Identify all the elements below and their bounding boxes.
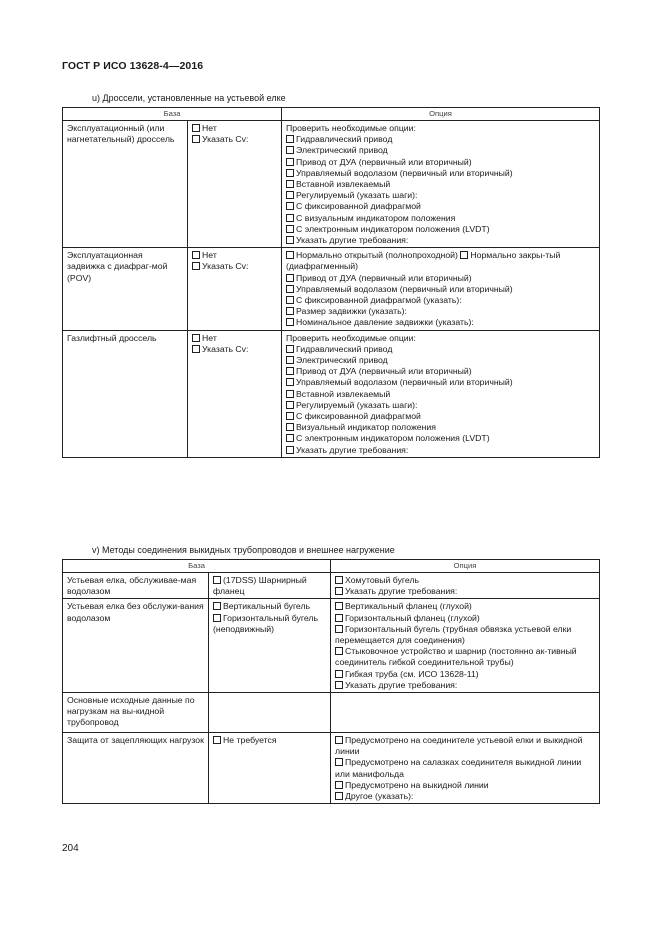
choice-item xyxy=(192,333,277,344)
checkbox[interactable] xyxy=(286,296,294,304)
page-number: 204 xyxy=(62,843,79,854)
column-header-base: База xyxy=(63,108,282,121)
choice-item xyxy=(192,261,277,272)
option-item xyxy=(335,575,595,586)
option-item xyxy=(286,317,595,328)
option-item xyxy=(286,273,595,284)
choke-table xyxy=(62,107,600,458)
option-label: Указать Cv: xyxy=(202,261,249,272)
checkbox[interactable] xyxy=(286,401,294,409)
option-label: Не требуется xyxy=(223,735,277,746)
option-label: Управляемый водолазом (первичный или вторичный) xyxy=(296,377,513,388)
option-item xyxy=(286,213,595,224)
option-item xyxy=(286,344,595,355)
option-label: Номинальное давление задвижки (указать): xyxy=(296,317,474,328)
option-label: Нет xyxy=(202,123,217,133)
option-cell xyxy=(331,573,600,599)
option-label: Указать Cv: xyxy=(202,343,249,354)
option-label: Предусмотрено на выкидной линии xyxy=(345,779,489,790)
option-item xyxy=(286,179,595,190)
option-item xyxy=(286,157,595,168)
table-row xyxy=(63,573,600,599)
checkbox[interactable] xyxy=(213,576,221,584)
table-row xyxy=(63,693,600,733)
option-item xyxy=(286,422,595,433)
option-item xyxy=(335,780,595,791)
table-row xyxy=(63,248,600,330)
base-cell: Защита от зацепляющих нагрузок xyxy=(63,733,209,804)
option-label: Размер задвижки (указать): xyxy=(296,306,407,317)
option-cell xyxy=(331,733,600,804)
mid-cell xyxy=(188,330,282,457)
option-item xyxy=(335,735,595,757)
option-label: Указать другие требования: xyxy=(296,235,409,246)
checkbox[interactable] xyxy=(335,647,343,655)
option-item xyxy=(286,235,595,246)
column-header-base: База xyxy=(63,560,331,573)
option-item xyxy=(286,134,595,145)
option-label: Гидравлический привод xyxy=(296,343,393,354)
checkbox[interactable] xyxy=(192,262,200,270)
option-item xyxy=(286,295,595,306)
checkbox[interactable] xyxy=(335,758,343,766)
option-label: Горизонтальный фланец (глухой) xyxy=(345,612,480,623)
option-label: Предусмотрено на салазках соединителя выкидной линии или манифольда xyxy=(335,757,582,779)
checkbox[interactable] xyxy=(335,681,343,689)
option-item xyxy=(286,366,595,377)
option-item xyxy=(335,757,595,779)
option-label: С электронным индикатором положения (LVDT) xyxy=(296,433,490,444)
checkbox[interactable] xyxy=(286,307,294,315)
column-header-option: Опция xyxy=(331,560,600,573)
option-item xyxy=(286,145,595,156)
option-label: Гидравлический привод xyxy=(296,134,393,145)
checkbox[interactable] xyxy=(286,378,294,386)
option-item xyxy=(286,433,595,444)
option-item xyxy=(286,389,595,400)
checkbox[interactable] xyxy=(335,670,343,678)
option-item xyxy=(286,123,595,134)
checkbox[interactable] xyxy=(286,318,294,326)
option-label: Вертикальный фланец (глухой) xyxy=(345,601,472,612)
option-label: Горизонтальный бугель (трубная обвязка устьевой елки перемещается для соединения) xyxy=(335,623,572,646)
option-item xyxy=(286,306,595,317)
option-label: Хомутовый бугель xyxy=(345,575,420,585)
checkbox[interactable] xyxy=(335,736,343,744)
option-item xyxy=(335,669,595,680)
checkbox[interactable] xyxy=(335,602,343,610)
option-item xyxy=(286,377,595,388)
option-label: Указать другие требования: xyxy=(345,679,458,690)
choice-item xyxy=(192,250,277,261)
option-item xyxy=(286,400,595,411)
document-header: ГОСТ Р ИСО 13628-4—2016 xyxy=(62,60,204,72)
base-cell: Устьевая елка без обслужи-вания водолазом xyxy=(63,599,209,693)
option-item xyxy=(335,601,595,612)
option-label: (17DSS) Шарнирный фланец xyxy=(213,575,307,597)
option-label: Вертикальный бугель xyxy=(223,601,311,612)
checkbox[interactable] xyxy=(192,124,200,132)
option-label: Регулируемый (указать шаги): xyxy=(296,190,418,201)
base-cell: Основные исходные данные по нагрузкам на вы-кидной трубопровод xyxy=(63,693,209,733)
option-label: Нормально закры-тый (диафрагменный) xyxy=(286,250,561,272)
checkbox[interactable] xyxy=(335,781,343,789)
checkbox[interactable] xyxy=(286,169,294,177)
option-cell xyxy=(282,330,600,457)
checkbox[interactable] xyxy=(286,446,294,454)
option-item xyxy=(286,168,595,179)
checkbox[interactable] xyxy=(286,274,294,282)
option-label: Электрический привод xyxy=(296,145,388,156)
option-label: Управляемый водолазом (первичный или вторичный) xyxy=(296,167,513,178)
checkbox[interactable] xyxy=(192,334,200,342)
option-label: Привод от ДУА (первичный или вторичный) xyxy=(296,272,472,283)
option-label: С фиксированной диафрагмой xyxy=(296,411,421,422)
checkbox[interactable] xyxy=(286,214,294,222)
choice-item xyxy=(192,344,277,355)
base-cell: Эксплуатационная задвижка с диафраг-мой (POV) xyxy=(63,248,188,330)
option-item xyxy=(286,284,595,295)
checkbox[interactable] xyxy=(335,625,343,633)
checkbox[interactable] xyxy=(335,792,343,800)
mid-cell xyxy=(188,248,282,330)
option-label: С электронным индикатором положения (LVDT) xyxy=(296,223,490,234)
checkbox[interactable] xyxy=(192,345,200,353)
option-label: Гибкая труба (см. ИСО 13628-11) xyxy=(345,668,479,679)
option-item xyxy=(286,445,595,456)
option-item xyxy=(286,190,595,201)
option-item xyxy=(335,791,595,802)
option-label: Визуальный индикатор положения xyxy=(296,422,436,433)
checkbox[interactable] xyxy=(286,412,294,420)
checkbox[interactable] xyxy=(286,367,294,375)
choice-item xyxy=(213,601,326,612)
option-label: Нет xyxy=(202,250,217,261)
checkbox[interactable] xyxy=(286,236,294,244)
option-item xyxy=(335,613,595,624)
option-label: Регулируемый (указать шаги): xyxy=(296,399,418,410)
choice-item xyxy=(213,575,326,597)
section-v-caption: v) Методы соединения выкидных трубопроводов и внешнее нагружение xyxy=(92,545,395,555)
checkbox[interactable] xyxy=(192,251,200,259)
option-label: Указать другие требования: xyxy=(296,444,409,455)
section-u-caption: u) Дроссели, установленные на устьевой елке xyxy=(92,93,286,103)
mid-cell xyxy=(209,693,331,733)
table-row xyxy=(63,599,600,693)
option-item xyxy=(335,646,595,668)
checkbox[interactable] xyxy=(286,135,294,143)
checkbox[interactable] xyxy=(286,285,294,293)
option-label: Привод от ДУА (первичный или вторичный) xyxy=(296,156,472,167)
option-item xyxy=(286,333,595,344)
checkbox[interactable] xyxy=(213,614,221,622)
option-item xyxy=(286,250,595,272)
option-label: Другое (указать): xyxy=(345,791,414,802)
option-item xyxy=(286,355,595,366)
checkbox[interactable] xyxy=(460,251,468,259)
choice-item xyxy=(213,613,326,635)
option-label: Проверить необходимые опции: xyxy=(286,332,416,343)
checkbox[interactable] xyxy=(286,390,294,398)
base-cell: Эксплуатационный (или нагнетательный) дроссель xyxy=(63,121,188,248)
checkbox[interactable] xyxy=(213,602,221,610)
checkbox[interactable] xyxy=(192,135,200,143)
option-cell xyxy=(282,248,600,330)
option-label: Указать Cv: xyxy=(202,134,249,145)
flowline-table xyxy=(62,559,600,804)
checkbox[interactable] xyxy=(286,202,294,210)
option-label: Привод от ДУА (первичный или вторичный) xyxy=(296,366,472,377)
option-cell xyxy=(331,599,600,693)
checkbox[interactable] xyxy=(286,180,294,188)
table-row xyxy=(63,733,600,804)
checkbox[interactable] xyxy=(286,225,294,233)
option-label: С фиксированной диафрагмой (указать): xyxy=(296,295,462,306)
checkbox[interactable] xyxy=(286,146,294,154)
checkbox[interactable] xyxy=(286,434,294,442)
option-item xyxy=(335,680,595,691)
checkbox[interactable] xyxy=(213,736,221,744)
checkbox[interactable] xyxy=(286,356,294,364)
mid-cell xyxy=(188,121,282,248)
option-label: Проверить необходимые опции: xyxy=(286,123,416,133)
mid-cell xyxy=(209,733,331,804)
option-item xyxy=(286,201,595,212)
option-item xyxy=(335,586,595,597)
checkbox[interactable] xyxy=(286,191,294,199)
choice-item xyxy=(192,134,277,145)
option-item xyxy=(286,224,595,235)
option-cell xyxy=(282,121,600,248)
mid-cell xyxy=(209,573,331,599)
table-row xyxy=(63,121,600,248)
checkbox[interactable] xyxy=(335,614,343,622)
option-label: С фиксированной диафрагмой xyxy=(296,201,421,212)
checkbox[interactable] xyxy=(335,576,343,584)
option-label: С визуальным индикатором положения xyxy=(296,212,456,223)
checkbox[interactable] xyxy=(286,251,294,259)
option-label: Стыковочное устройство и шарнир (постоянно ак-тивный соединитель гибкой соединительной трубы) xyxy=(335,646,577,668)
checkbox[interactable] xyxy=(335,587,343,595)
option-cell xyxy=(331,693,600,733)
option-item xyxy=(286,411,595,422)
option-label: Предусмотрено на соединителе устьевой елки и выкидной линии xyxy=(335,735,583,757)
option-label: Нет xyxy=(202,332,217,343)
checkbox[interactable] xyxy=(286,345,294,353)
base-cell: Газлифтный дроссель xyxy=(63,330,188,457)
option-label: Вставной извлекаемый xyxy=(296,388,391,399)
checkbox[interactable] xyxy=(286,158,294,166)
option-item xyxy=(335,624,595,646)
checkbox[interactable] xyxy=(286,423,294,431)
option-label: Нормально открытый (полнопроходной) xyxy=(296,250,458,261)
choice-item xyxy=(192,123,277,134)
option-label: Вставной извлекаемый xyxy=(296,179,391,190)
choice-item xyxy=(213,735,326,746)
column-header-option: Опция xyxy=(282,108,600,121)
mid-cell xyxy=(209,599,331,693)
option-label: Указать другие требования: xyxy=(345,586,458,597)
option-label: Горизонтальный бугель (неподвижный) xyxy=(213,612,319,634)
table-row xyxy=(63,330,600,457)
option-label: Электрический привод xyxy=(296,355,388,366)
base-cell: Устьевая елка, обслуживае-мая водолазом xyxy=(63,573,209,599)
option-label: Управляемый водолазом (первичный или вторичный) xyxy=(296,283,513,294)
